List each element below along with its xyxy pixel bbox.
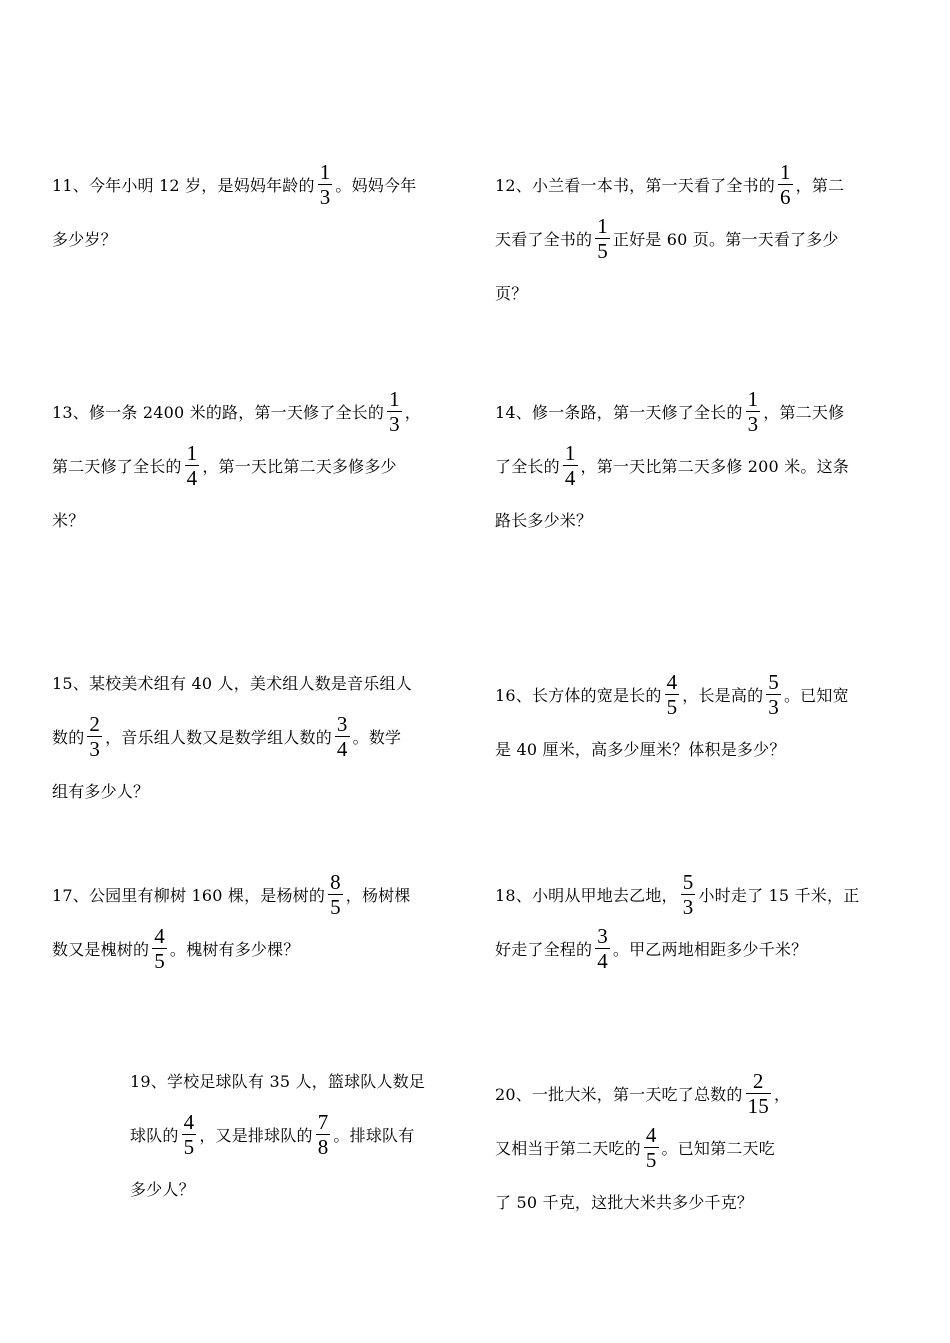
- fraction-numerator: 3: [336, 712, 348, 736]
- fraction-denominator: 5: [666, 695, 678, 719]
- fraction-numerator: 1: [319, 160, 331, 184]
- problem-text: 17、公园里有柳树 160 棵，是杨树的: [52, 886, 326, 905]
- fraction-numerator: 2: [752, 1069, 764, 1093]
- problem-line: [52, 657, 412, 711]
- problem-line: [495, 1122, 790, 1176]
- problem-line: [52, 765, 412, 819]
- problem-text: ，第一天比第二天多修多少: [202, 457, 397, 476]
- problem-text: ，: [773, 1085, 791, 1104]
- fraction-numerator: 1: [389, 387, 400, 411]
- problem-text: 15、某校美术组有 40 人，美术组人数是音乐组人: [52, 674, 412, 693]
- problem-line: [495, 213, 844, 267]
- problem-text: 。妈妈今年: [335, 176, 417, 195]
- problem-line: [52, 386, 421, 440]
- fraction-denominator: 4: [336, 737, 348, 761]
- problem-text: 组有多少人？: [52, 782, 150, 801]
- problem-text: 。已知宽: [783, 686, 849, 705]
- fraction-numerator: 5: [768, 670, 779, 694]
- fraction-numerator: 8: [330, 870, 341, 894]
- problem-text: 13、修一条 2400 米的路，第一天修了全长的: [52, 403, 385, 422]
- fraction-numerator: 1: [186, 441, 198, 465]
- fraction: [182, 1111, 197, 1158]
- problem-text: 正好是 60 页。第一天看了多少: [612, 230, 839, 249]
- problem-text: 好走了全程的: [495, 940, 593, 959]
- problem-text: 。排球队有: [333, 1126, 415, 1145]
- fraction-denominator: 5: [183, 1135, 195, 1159]
- problem-line: [495, 440, 849, 494]
- fraction-denominator: 3: [747, 412, 759, 436]
- problem-text: 数的: [52, 728, 85, 747]
- problem-line: [52, 440, 421, 494]
- fraction-numerator: 1: [597, 214, 608, 238]
- fraction-denominator: 3: [389, 412, 400, 436]
- problem-line: [495, 723, 849, 777]
- fraction: [766, 671, 781, 718]
- problem-text: 页？: [495, 284, 528, 303]
- fraction-denominator: 3: [89, 737, 101, 761]
- problem-line: [52, 869, 411, 923]
- fraction-numerator: 1: [564, 441, 576, 465]
- fraction: [87, 713, 102, 760]
- problem-text: ，又是排球队的: [199, 1126, 313, 1145]
- problem-line: [495, 267, 844, 321]
- fraction-denominator: 3: [682, 895, 694, 919]
- problem-text: 又相当于第二天吃的: [495, 1139, 641, 1158]
- fraction: [387, 388, 402, 435]
- fraction: [316, 1111, 331, 1158]
- problem-line: [495, 1176, 790, 1230]
- fraction-denominator: 5: [330, 895, 341, 919]
- fraction: [152, 925, 167, 972]
- fraction: [595, 215, 610, 262]
- fraction: [644, 1124, 659, 1171]
- fraction-numerator: 4: [645, 1123, 657, 1147]
- problem-text: 16、长方体的宽是长的: [495, 686, 662, 705]
- fraction: [665, 671, 680, 718]
- problem-11: [52, 159, 416, 267]
- problem-line: [52, 213, 416, 267]
- problem-text: 小时走了 15 千米，正: [698, 886, 860, 905]
- problem-line: [130, 1055, 425, 1109]
- problem-line: [130, 1109, 425, 1163]
- problem-line: [52, 711, 412, 765]
- problem-text: 天看了全书的: [495, 230, 593, 249]
- fraction-numerator: 2: [89, 712, 101, 736]
- fraction-denominator: 5: [597, 239, 608, 263]
- problem-text: 多少岁？: [52, 230, 117, 249]
- problem-text: 球队的: [130, 1126, 179, 1145]
- fraction-numerator: 4: [183, 1110, 195, 1134]
- fraction-denominator: 4: [186, 466, 198, 490]
- problem-text: 了 50 千克，这批大米共多少千克？: [495, 1193, 754, 1212]
- fraction: [185, 442, 200, 489]
- problem-text: 第二天修了全长的: [52, 457, 182, 476]
- fraction-numerator: 4: [154, 924, 165, 948]
- fraction: [681, 871, 696, 918]
- problem-line: [495, 159, 844, 213]
- problem-text: 18、小明从甲地去乙地，: [495, 886, 678, 905]
- problem-text: 路长多少米？: [495, 511, 593, 530]
- problem-line: [52, 923, 411, 977]
- problem-text: 11、今年小明 12 岁，是妈妈年龄的: [52, 176, 315, 195]
- fraction-numerator: 1: [747, 387, 759, 411]
- fraction-denominator: 3: [319, 185, 331, 209]
- problem-17: [52, 869, 411, 977]
- problem-line: [495, 494, 849, 548]
- fraction-denominator: 5: [645, 1148, 657, 1172]
- fraction: [778, 161, 793, 208]
- fraction-denominator: 4: [597, 949, 608, 973]
- problem-12: [495, 159, 844, 321]
- problem-line: [495, 869, 859, 923]
- problem-line: [130, 1163, 425, 1217]
- problem-text: ，长是高的: [682, 686, 764, 705]
- problem-line: [495, 1068, 790, 1122]
- problem-text: ，杨树棵: [345, 886, 411, 905]
- fraction-numerator: 4: [666, 670, 678, 694]
- problem-16: [495, 669, 849, 777]
- problem-text: ，音乐组人数又是数学组人数的: [105, 728, 332, 747]
- fraction: [335, 713, 350, 760]
- problem-20: [495, 1068, 790, 1230]
- problem-text: 。甲乙两地相距多少千米？: [612, 940, 808, 959]
- problem-text: 多少人？: [130, 1180, 195, 1199]
- fraction-numerator: 1: [779, 160, 791, 184]
- problem-text: 14、修一条路，第一天修了全长的: [495, 403, 743, 422]
- problem-14: [495, 386, 849, 548]
- fraction-denominator: 6: [779, 185, 791, 209]
- problem-18: [495, 869, 859, 977]
- problem-line: [52, 159, 416, 213]
- problem-text: 了全长的: [495, 457, 560, 476]
- fraction-numerator: 5: [682, 870, 694, 894]
- problem-text: 数又是槐树的: [52, 940, 150, 959]
- fraction: [746, 388, 761, 435]
- problem-15: [52, 657, 412, 819]
- fraction-denominator: 5: [154, 949, 165, 973]
- problem-text: 。数学: [352, 728, 402, 747]
- fraction: [595, 925, 610, 972]
- fraction: [328, 871, 343, 918]
- problem-line: [52, 494, 421, 548]
- problem-line: [495, 669, 849, 723]
- fraction-denominator: 3: [768, 695, 779, 719]
- fraction-denominator: 15: [747, 1094, 769, 1118]
- problem-text: 。已知第二天吃: [661, 1139, 775, 1158]
- fraction: [318, 161, 333, 208]
- problem-19: [130, 1055, 425, 1217]
- problem-13: [52, 386, 421, 548]
- problem-text: ，第二天修: [763, 403, 845, 422]
- fraction: [746, 1070, 771, 1117]
- fraction-numerator: 7: [317, 1110, 329, 1134]
- problem-line: [495, 923, 859, 977]
- fraction-denominator: 4: [564, 466, 576, 490]
- problem-text: 。槐树有多少棵？: [169, 940, 300, 959]
- problem-text: 12、小兰看一本书，第一天看了全书的: [495, 176, 775, 195]
- problem-text: ，第二: [795, 176, 845, 195]
- fraction-denominator: 8: [317, 1135, 329, 1159]
- problem-text: 米？: [52, 511, 85, 530]
- fraction-numerator: 3: [597, 924, 608, 948]
- fraction: [563, 442, 578, 489]
- problem-text: ，: [404, 403, 421, 422]
- problem-text: ，第一天比第二天多修 200 米。这条: [580, 457, 850, 476]
- problem-text: 20、一批大米，第一天吃了总数的: [495, 1085, 743, 1104]
- problem-line: [495, 386, 849, 440]
- problem-text: 是 40 厘米，高多少厘米？体积是多少？: [495, 740, 786, 759]
- problem-text: 19、学校足球队有 35 人，篮球队人数足: [130, 1072, 426, 1091]
